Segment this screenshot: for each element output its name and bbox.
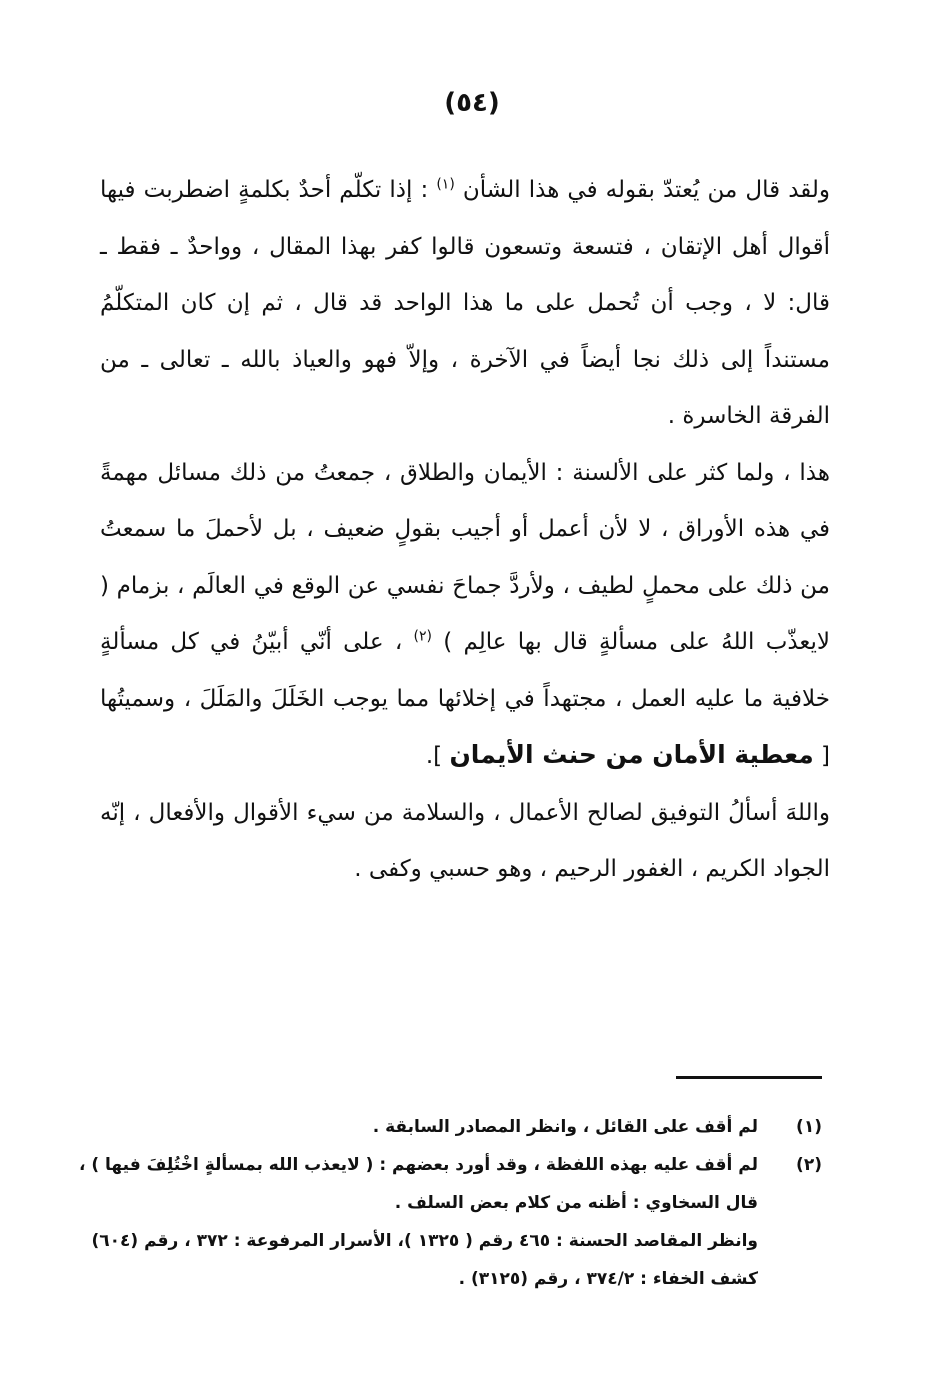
footnote-2 (78, 1146, 822, 1298)
footnote-number: (٢) (796, 1155, 822, 1175)
paragraph-1-text-b: : إذا تكلّم أحدٌ بكلمةٍ اضطربت فيها أقوال أهل الإتقان ، فتسعة وتسعون قالوا كفر بهذا المقال ، وواحدٌ ـ فقط ـ قال: لا ، وجب أن تُحمل على ما هذا الواحد قد قال ، ثم إن كان المتكلّمُ مستنداً إلى ذلك نجا أيضاً في الآخرة ، وإلاّ فهو والعياذ بالله ـ تعالى ـ من الفرقة الخاسرة . (100, 177, 830, 429)
footnote-line: لم أقف عليه بهذه اللفظة ، وقد أورد بعضهم : ( لايعذب الله بمسألةٍ اخْتُلِفَ فيها ) ، (78, 1155, 758, 1175)
footnotes (78, 1108, 822, 1298)
paragraph-2 (100, 445, 830, 785)
paragraph-3: واللهَ أسألُ التوفيق لصالح الأعمال ، والسلامة من سيء الأقوال والأفعال ، إنّه الجواد الكريم ، الغفور الرحيم ، وهو حسبي وكفى . (100, 799, 830, 882)
paragraph-2-text-b: ، على أنّي أبيّنُ في كل مسألةٍ خلافية ما عليه العمل ، مجتهداً في إخلائها مما يوجب الخَلَلَ والمَلَلَ ، وسميتُها [ (100, 629, 830, 769)
book-title: معطية الأمان من حنث الأيمان (449, 740, 814, 769)
paragraph-1 (100, 162, 830, 445)
footnote-line: قال السخاوي : أظنه من كلام بعض السلف . (394, 1193, 758, 1213)
book-title-close: ]. (425, 743, 443, 769)
footnote-1 (108, 1108, 822, 1146)
footnote-line: كشف الخفاء : ٣٧٤/٢ ، رقم (٣١٢٥) . (458, 1269, 758, 1289)
footnote-line: وانظر المقاصد الحسنة : ٤٦٥ رقم ( ١٣٢٥ )، الأسرار المرفوعة : ٣٧٢ ، رقم (٦٠٤) (91, 1231, 758, 1251)
footnote-ref-2[interactable]: (٢) (413, 628, 432, 645)
footnote-ref-1[interactable]: (١) (436, 176, 455, 193)
paragraph-2-text-a: هذا ، ولما كثر على الألسنة : الأيمان والطلاق ، جمعتُ من ذلك مسائل مهمةً في هذه الأوراق ، لا لأن أعمل أو أجيب بقولٍ ضعيف ، بل لأحملَ ما سمعتُ من ذلك على محملٍ لطيف ، ولأردَّ جماحَ نفسي عن الوقع في العالَم ، بزمام ( لايعذّب اللهُ على مسألةٍ قال بها عالِم ) (100, 459, 831, 655)
main-text (100, 162, 830, 898)
page-number: (٥٤) (444, 88, 500, 118)
paragraph-1-text-a: ولقد قال من يُعتدّ بقوله في هذا الشأن (462, 177, 831, 203)
footnote-number: (١) (796, 1117, 822, 1137)
footnote-body (108, 1108, 758, 1146)
footnote-line: لم أقف على القائل ، وانظر المصادر السابقة . (372, 1117, 758, 1137)
footnote-body (79, 1146, 758, 1298)
footnote-divider (676, 1076, 822, 1079)
